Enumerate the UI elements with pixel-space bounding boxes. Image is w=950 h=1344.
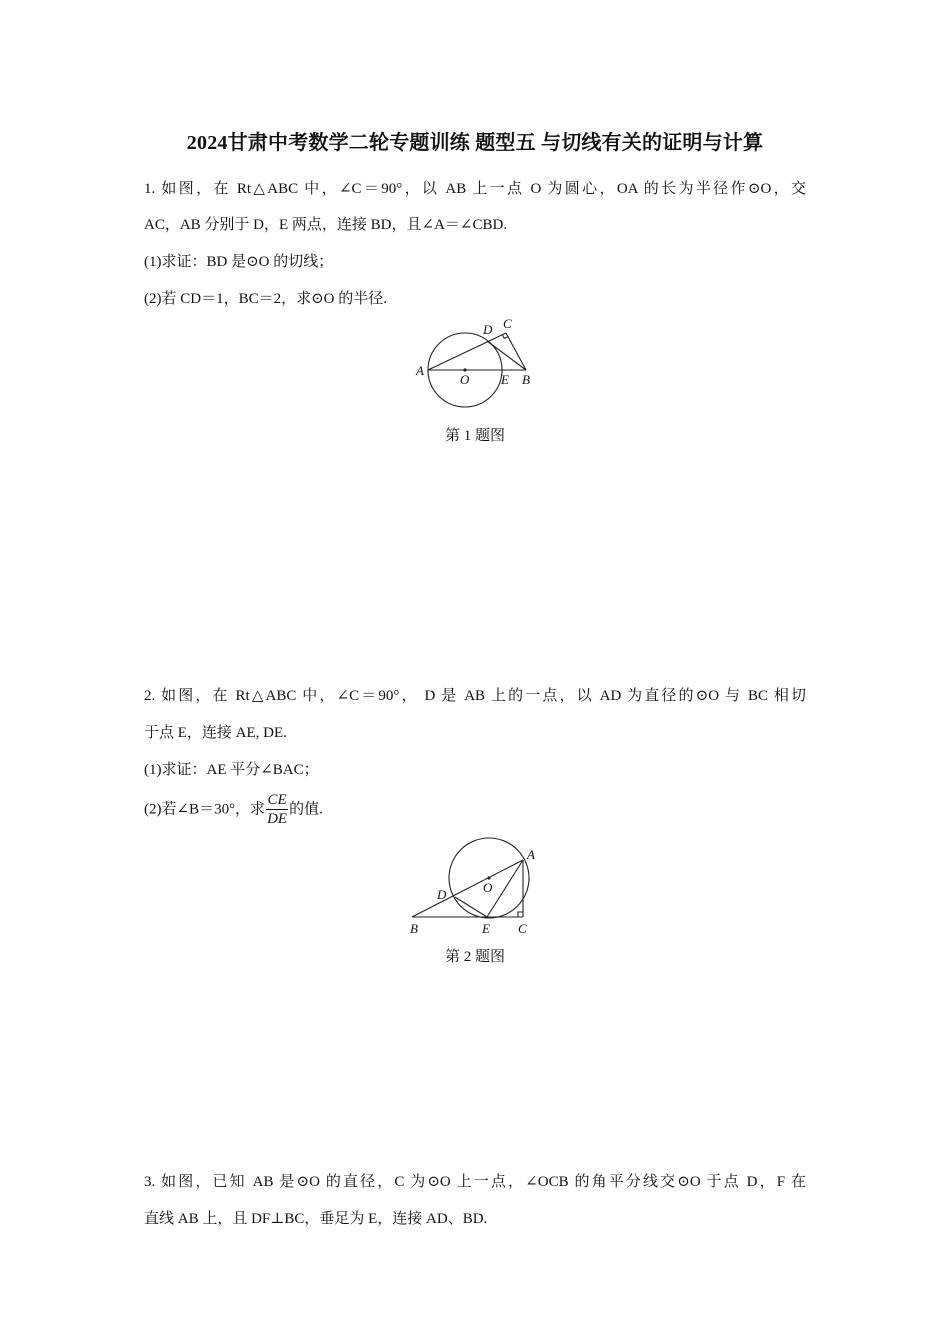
problem-2-part-1: (1)求证：AE 平分∠BAC；: [144, 762, 319, 778]
problem-2-part-2-text: (2)若∠B＝30°，求: [144, 801, 266, 818]
problem-2-part-2: [144, 793, 323, 827]
problem-1-line-2: AC，AB 分别于 D，E 两点，连接 BD，且∠A＝∠CBD.: [144, 217, 508, 233]
fraction-ce-de: [266, 793, 288, 827]
problem-1-line-1: [144, 177, 806, 198]
page-title: 2024甘肃中考数学二轮专题训练 题型五 与切线有关的证明与计算: [186, 132, 764, 154]
label-e: E: [501, 372, 509, 387]
problem-1-number: 1.: [144, 181, 156, 197]
label-b: B: [522, 372, 530, 387]
label-o: O: [483, 880, 493, 895]
problem-1-part-1: (1)求证：BD 是⊙O 的切线；: [144, 254, 334, 270]
problem-2-text-1: 如图，在 Rt△ABC 中，∠C＝90°， D 是 AB 上的一点，以 AD 为直径的⊙O 与 BC 相切: [161, 688, 807, 704]
label-o: O: [460, 372, 470, 387]
problem-2-number: 2.: [144, 688, 156, 704]
problem-2-line-2: 于点 E，连接 AE, DE.: [144, 725, 287, 741]
label-a: A: [416, 363, 424, 378]
figure-2-caption: 第 2 题图: [444, 949, 505, 965]
problem-2-line-1: [144, 684, 806, 705]
segment-ea: [487, 860, 523, 917]
label-c: C: [503, 316, 512, 331]
segment-ba: [412, 860, 523, 917]
fraction-numerator: CE: [267, 792, 287, 808]
right-angle-mark: [518, 912, 523, 917]
problem-3-text-1: 如图，已知 AB 是⊙O 的直径，C 为⊙O 上一点，∠OCB 的角平分线交⊙O 于点 D，F 在: [161, 1174, 807, 1190]
segment-db: [487, 341, 526, 370]
label-e: E: [482, 921, 490, 936]
problem-1-part-2: (2)若 CD＝1，BC＝2，求⊙O 的半径.: [144, 291, 387, 307]
figure-2-diagram: [405, 832, 555, 940]
segment-ac: [428, 333, 506, 370]
problem-1-text-1: 如图，在 Rt△ABC 中，∠C＝90°，以 AB 上一点 O 为圆心，OA 的长为半径作⊙O，交: [161, 181, 806, 197]
problem-3-number: 3.: [144, 1174, 156, 1190]
label-d: D: [437, 887, 447, 902]
fraction-denominator: DE: [267, 811, 288, 827]
figure-1-caption: 第 1 题图: [444, 428, 505, 444]
problem-3-line-1: [144, 1170, 806, 1191]
problem-2-part-2-suffix: 的值.: [289, 801, 323, 818]
label-b: B: [410, 921, 418, 936]
label-a: A: [527, 847, 535, 862]
problem-3-line-2: 直线 AB 上，且 DF⊥BC，垂足为 E，连接 AD、BD.: [144, 1211, 488, 1227]
label-d: D: [483, 322, 493, 337]
figure-1-diagram: [410, 312, 550, 412]
segment-cb: [506, 333, 526, 370]
label-c: C: [518, 921, 527, 936]
